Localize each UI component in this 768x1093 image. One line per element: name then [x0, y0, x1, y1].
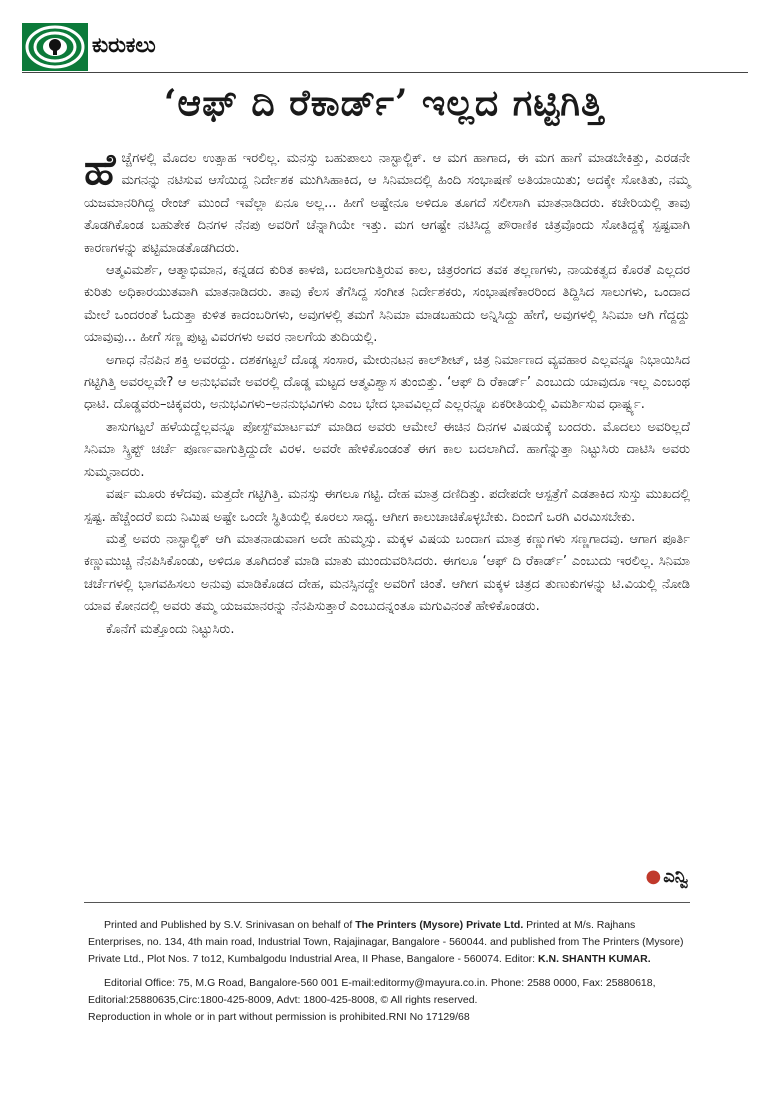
- imprint-editor: K.N. SHANTH KUMAR.: [538, 953, 651, 965]
- article-body: [84, 145, 690, 641]
- article-title: ‘ಆಫ್ ದಿ ರೆಕಾರ್ಡ್’ ಇಲ್ಲದ ಗಟ್ಟಿಗಿತ್ತಿ: [163, 82, 605, 124]
- footer-divider: [84, 902, 690, 903]
- publication-logo: [22, 23, 88, 71]
- imprint-notice: Reproduction in whole or in part without permission is prohibited.RNI No 17129/68: [88, 1011, 470, 1023]
- imprint-publisher: [88, 917, 686, 968]
- author-signoff: [645, 866, 688, 887]
- imprint-company: The Printers (Mysore) Private Ltd.: [355, 919, 524, 931]
- imprint-office: Editorial Office: 75, M.G Road, Bangalore-560 001 E-mail:editormy@mayura.co.in. Phone: 2588 0000, Fax: 25880618, Editorial:25880635,Circ:1800-425-8009, Advt: 1800-425-8008, © All rights reserved.: [88, 977, 656, 1006]
- imprint-text: Printed and Published by S.V. Srinivasan on behalf of: [104, 919, 356, 931]
- page-header: [22, 23, 748, 73]
- article-paragraph: ಆತ್ಮವಿಮರ್ಶೆ, ಆತ್ಮಾಭಿಮಾನ, ಕನ್ನಡದ ಕುರಿತ ಕಾಳಜಿ, ಬದಲಾಗುತ್ತಿರುವ ಕಾಲ, ಚಿತ್ರರಂಗದ ತವಕ ತಲ್ಲಣಗಳು, ನಾಯಕತ್ವದ ಕೊರತೆ ಎಲ್ಲದರ ಕುರಿತು ಅಧಿಕಾರಯುತವಾಗಿ ಮಾತನಾಡಿದರು. ತಾವು ಕೆಲಸ ತೆಗೆಸಿದ್ದ ಸಂಗೀತ ನಿರ್ದೇಶಕರು, ಸಂಭಾಷಣೆಕಾರರಿಂದ ತಿದ್ದಿಸಿದ ಸಾಲುಗಳು, ಒಂದಾದ ಮೇಲೆ ಒಂದರಂತೆ ಓದುತ್ತಾ ಕುಳಿತ ಕಾದಂಬರಿಗಳು, ಅವುಗಳಲ್ಲಿ ತಮಗೆ ಸಿನಿಮಾ ಮಾಡಬಹುದು ಅನ್ನಿಸಿದ್ದು ಹೇಗೆ, ಅವುಗಳಲ್ಲಿ ಸಿನಿಮಾ ಆಗಿ ಗೆದ್ದದ್ದು ಯಾವುವು... ಹೀಗೆ ಸಣ್ಣ ಪುಟ್ಟ ವಿವರಗಳು ಅವರ ನಾಲಗೆಯ ತುದಿಯಲ್ಲಿ.: [84, 263, 690, 346]
- author-name: ಎನ್ವಿ: [663, 866, 688, 887]
- section-label: ಕುರುಕಲು: [92, 33, 156, 57]
- article-paragraph: ವರ್ಷ ಮೂರು ಕಳೆದವು. ಮತ್ತದೇ ಗಟ್ಟಿಗಿತ್ತಿ. ಮನಸ್ಸು ಈಗಲೂ ಗಟ್ಟಿ. ದೇಹ ಮಾತ್ರ ದಣಿದಿತ್ತು. ಪದೇಪದೇ ಆಸ್ಪತ್ರೆಗೆ ಎಡತಾಕಿದ ಸುಸ್ತು ಮುಖದಲ್ಲಿ ಸ್ಪಷ್ಟ. ಹೆಚ್ಚೆಂದರೆ ಐದು ನಿಮಿಷ ಅಷ್ಟೇ ಒಂದೇ ಸ್ಥಿತಿಯಲ್ಲಿ ಕೂರಲು ಸಾಧ್ಯ. ಆಗೀಗ ಕಾಲುಚಾಚಿಕೊಳ್ಳಬೇಕು. ದಿಂಬಿಗೆ ಒರಗಿ ವಿರಮಿಸಬೇಕು.: [84, 487, 690, 525]
- paragraph-text: ಚ್ಚೆಗಳಲ್ಲಿ ಮೊದಲ ಉತ್ಸಾಹ ಇರಲಿಲ್ಲ. ಮನಸ್ಸು ಬಹುಪಾಲು ನಾಸ್ಟಾಲ್ಜಿಕ್. ಆ ಮಗ ಹಾಗಾದ, ಈ ಮಗ ಹಾಗೆ ಮಾಡಬೇಕಿತ್ತು, ಎರಡನೇ ಮಗನನ್ನು ನಟಿಸುವ ಆಸೆಯಿದ್ದ ನಿರ್ದೇಶಕ ಮುಗಿಸಿಹಾಕಿದ, ಆ ಸಿನಿಮಾದಲ್ಲಿ ಹಿಂದಿ ಸಂಭಾಷಣೆ ಅತಿಯಾಯಿತು; ಅದಕ್ಕೇ ಸೋತಿತು, ನಮ್ಮ ಯಜಮಾನರಿಗಿದ್ದ ರೇಂಜ್ ಮುಂದೆ ಇವೆಲ್ಲಾ ಏನೂ ಅಲ್ಲ... ಹೀಗೆ ಅಷ್ಟೇನೂ ಅಳಿದೂ ತೂಗದೆ ಸಲೀಸಾಗಿ ಮಾತನಾಡಿದರು. ಕಚೇರಿಯಲ್ಲಿ ತಾವು ತೊಡಗಿಕೊಂಡ ಬಹುತೇಕ ದಿನಗಳ ನೆನಪು ಅವರಿಗೆ ಚೆನ್ನಾಗಿಯೇ ಇತ್ತು. ಮಗ ಆಗಷ್ಟೇ ನಟಿಸಿದ್ದ ಪೌರಾಣಿಕ ಚಿತ್ರವೊಂದು ಸೋತಿದ್ದಕ್ಕೆ ಸ್ಪಷ್ಟವಾಗಿ ಕಾರಣಗಳನ್ನು ಪಟ್ಟಿಮಾಡತೊಡಗಿದರು.: [84, 151, 690, 256]
- ring-logo-icon: [22, 23, 88, 71]
- drop-cap: ಹೆ: [84, 145, 116, 195]
- article-paragraph: ತಾಸುಗಟ್ಟಲೆ ಹಳೆಯದ್ದೆಲ್ಲವನ್ನೂ ಪೋಸ್ಟ್‌ಮಾರ್ಟಮ್ ಮಾಡಿದ ಅವರು ಆಮೇಲೆ ಈಚಿನ ದಿನಗಳ ವಿಷಯಕ್ಕೆ ಬಂದರು. ಮೊದಲು ಅವರಿಲ್ಲದೆ ಸಿನಿಮಾ ಸ್ಕ್ರಿಪ್ಟ್ ಚರ್ಚೆ ಪೂರ್ಣವಾಗುತ್ತಿದ್ದುದೇ ವಿರಳ. ಅವರೇ ಹೇಳಿಕೊಂಡಂತೆ ಈಗ ಕಾಲ ಬದಲಾಗಿದೆ. ಹಾಗೆನ್ನುತ್ತಾ ನಿಟ್ಟುಸಿರು ದಾಟಿಸಿ ಅವರು ಸುಮ್ಮನಾದರು.: [84, 419, 690, 480]
- article-paragraph: ಮತ್ತೆ ಅವರು ನಾಸ್ಟಾಲ್ಜಿಕ್ ಆಗಿ ಮಾತನಾಡುವಾಗ ಅದೇ ಹುಮ್ಮಸ್ಸು. ಮಕ್ಕಳ ವಿಷಯ ಬಂದಾಗ ಮಾತ್ರ ಕಣ್ಣುಗಳು ಸಣ್ಣಗಾದವು. ಆಗಾಗ ಪೂರ್ತಿ ಕಣ್ಣುಮುಚ್ಚಿ ನೆನಪಿಸಿಕೊಂಡು, ಅಳಿದೂ ತೂಗಿದಂತೆ ಮಾಡಿ ಮಾತು ಮುಂದುವರಿಸಿದರು. ಈಗಲೂ ‘ಆಫ್ ದಿ ರೆಕಾರ್ಡ್’ ಎಂಬುದು ಇರಲಿಲ್ಲ. ಸಿನಿಮಾ ಚರ್ಚೆಗಳಲ್ಲಿ ಭಾಗವಹಿಸಲು ಅನುವು ಮಾಡಿಕೊಡದ ದೇಹ, ಮನಸ್ಸಿನದ್ದೇ ಅವರಿಗೆ ಚಿಂತೆ. ಆಗೀಗ ಮಕ್ಕಳ ಚಿತ್ರದ ತುಣುಕುಗಳನ್ನು ಟಿ.ವಿಯಲ್ಲಿ ನೋಡಿ ಯಾವ ಕೋನದಲ್ಲಿ ಅವರು ತಮ್ಮ ಯಜಮಾನರನ್ನು ನೆನಪಿಸುತ್ತಾರೆ ಎಂಬುದನ್ನಂತೂ ಮಗುವಿನಂತೆ ಹೇಳಿಕೊಂಡರು.: [84, 531, 690, 615]
- imprint-text: Printed at M/s. Rajhans Enterprises, no. 134, 4th main road, Industrial Town, Rajajinagar, Bangalore - 560044. and published from The Printers (Mysore) Private Ltd., Plot Nos. 7 to12, Kumbalgodu Industrial Area, II Phase, Bangalore - 560074. Editor:: [88, 919, 684, 965]
- header-divider: [22, 72, 748, 73]
- imprint-block: [88, 917, 686, 1026]
- article-paragraph: ಕೊನೆಗೆ ಮತ್ತೊಂದು ನಿಟ್ಟುಸಿರು.: [106, 621, 235, 637]
- article-paragraph: [84, 145, 690, 260]
- article-paragraph: ಅಗಾಧ ನೆನಪಿನ ಶಕ್ತಿ ಅವರದ್ದು. ದಶಕಗಟ್ಟಲೆ ದೊಡ್ಡ ಸಂಸಾರ, ಮೇರುನಟನ ಕಾಲ್‌ಶೀಟ್, ಚಿತ್ರ ನಿರ್ಮಾಣದ ವ್ಯವಹಾರ ಎಲ್ಲವನ್ನೂ ನಿಭಾಯಿಸಿದ ಗಟ್ಟಿಗಿತ್ತಿ ಅವರಲ್ಲವೇ? ಆ ಅನುಭವವೇ ಅವರಲ್ಲಿ ದೊಡ್ಡ ಮಟ್ಟದ ಆತ್ಮವಿಶ್ವಾಸ ತುಂಬಿತ್ತು. ‘ಆಫ್ ದಿ ರೆಕಾರ್ಡ್’ ಎಂಬುದು ಯಾವುದೂ ಇಲ್ಲ ಎಂಬಂಥ ಧಾಟಿ. ದೊಡ್ಡವರು–ಚಿಕ್ಕವರು, ಅನುಭವಿಗಳು–ಅನನುಭವಿಗಳು ಎಂಬ ಭೇದ ಭಾವವಿಲ್ಲದೆ ಎಲ್ಲರನ್ನೂ ಏಕರೀತಿಯಲ್ಲಿ ವಿಮರ್ಶಿಸುವ ಧಾರ್ಷ್ಟ್ಯ.: [84, 352, 690, 413]
- bullet-icon: ●: [645, 866, 662, 887]
